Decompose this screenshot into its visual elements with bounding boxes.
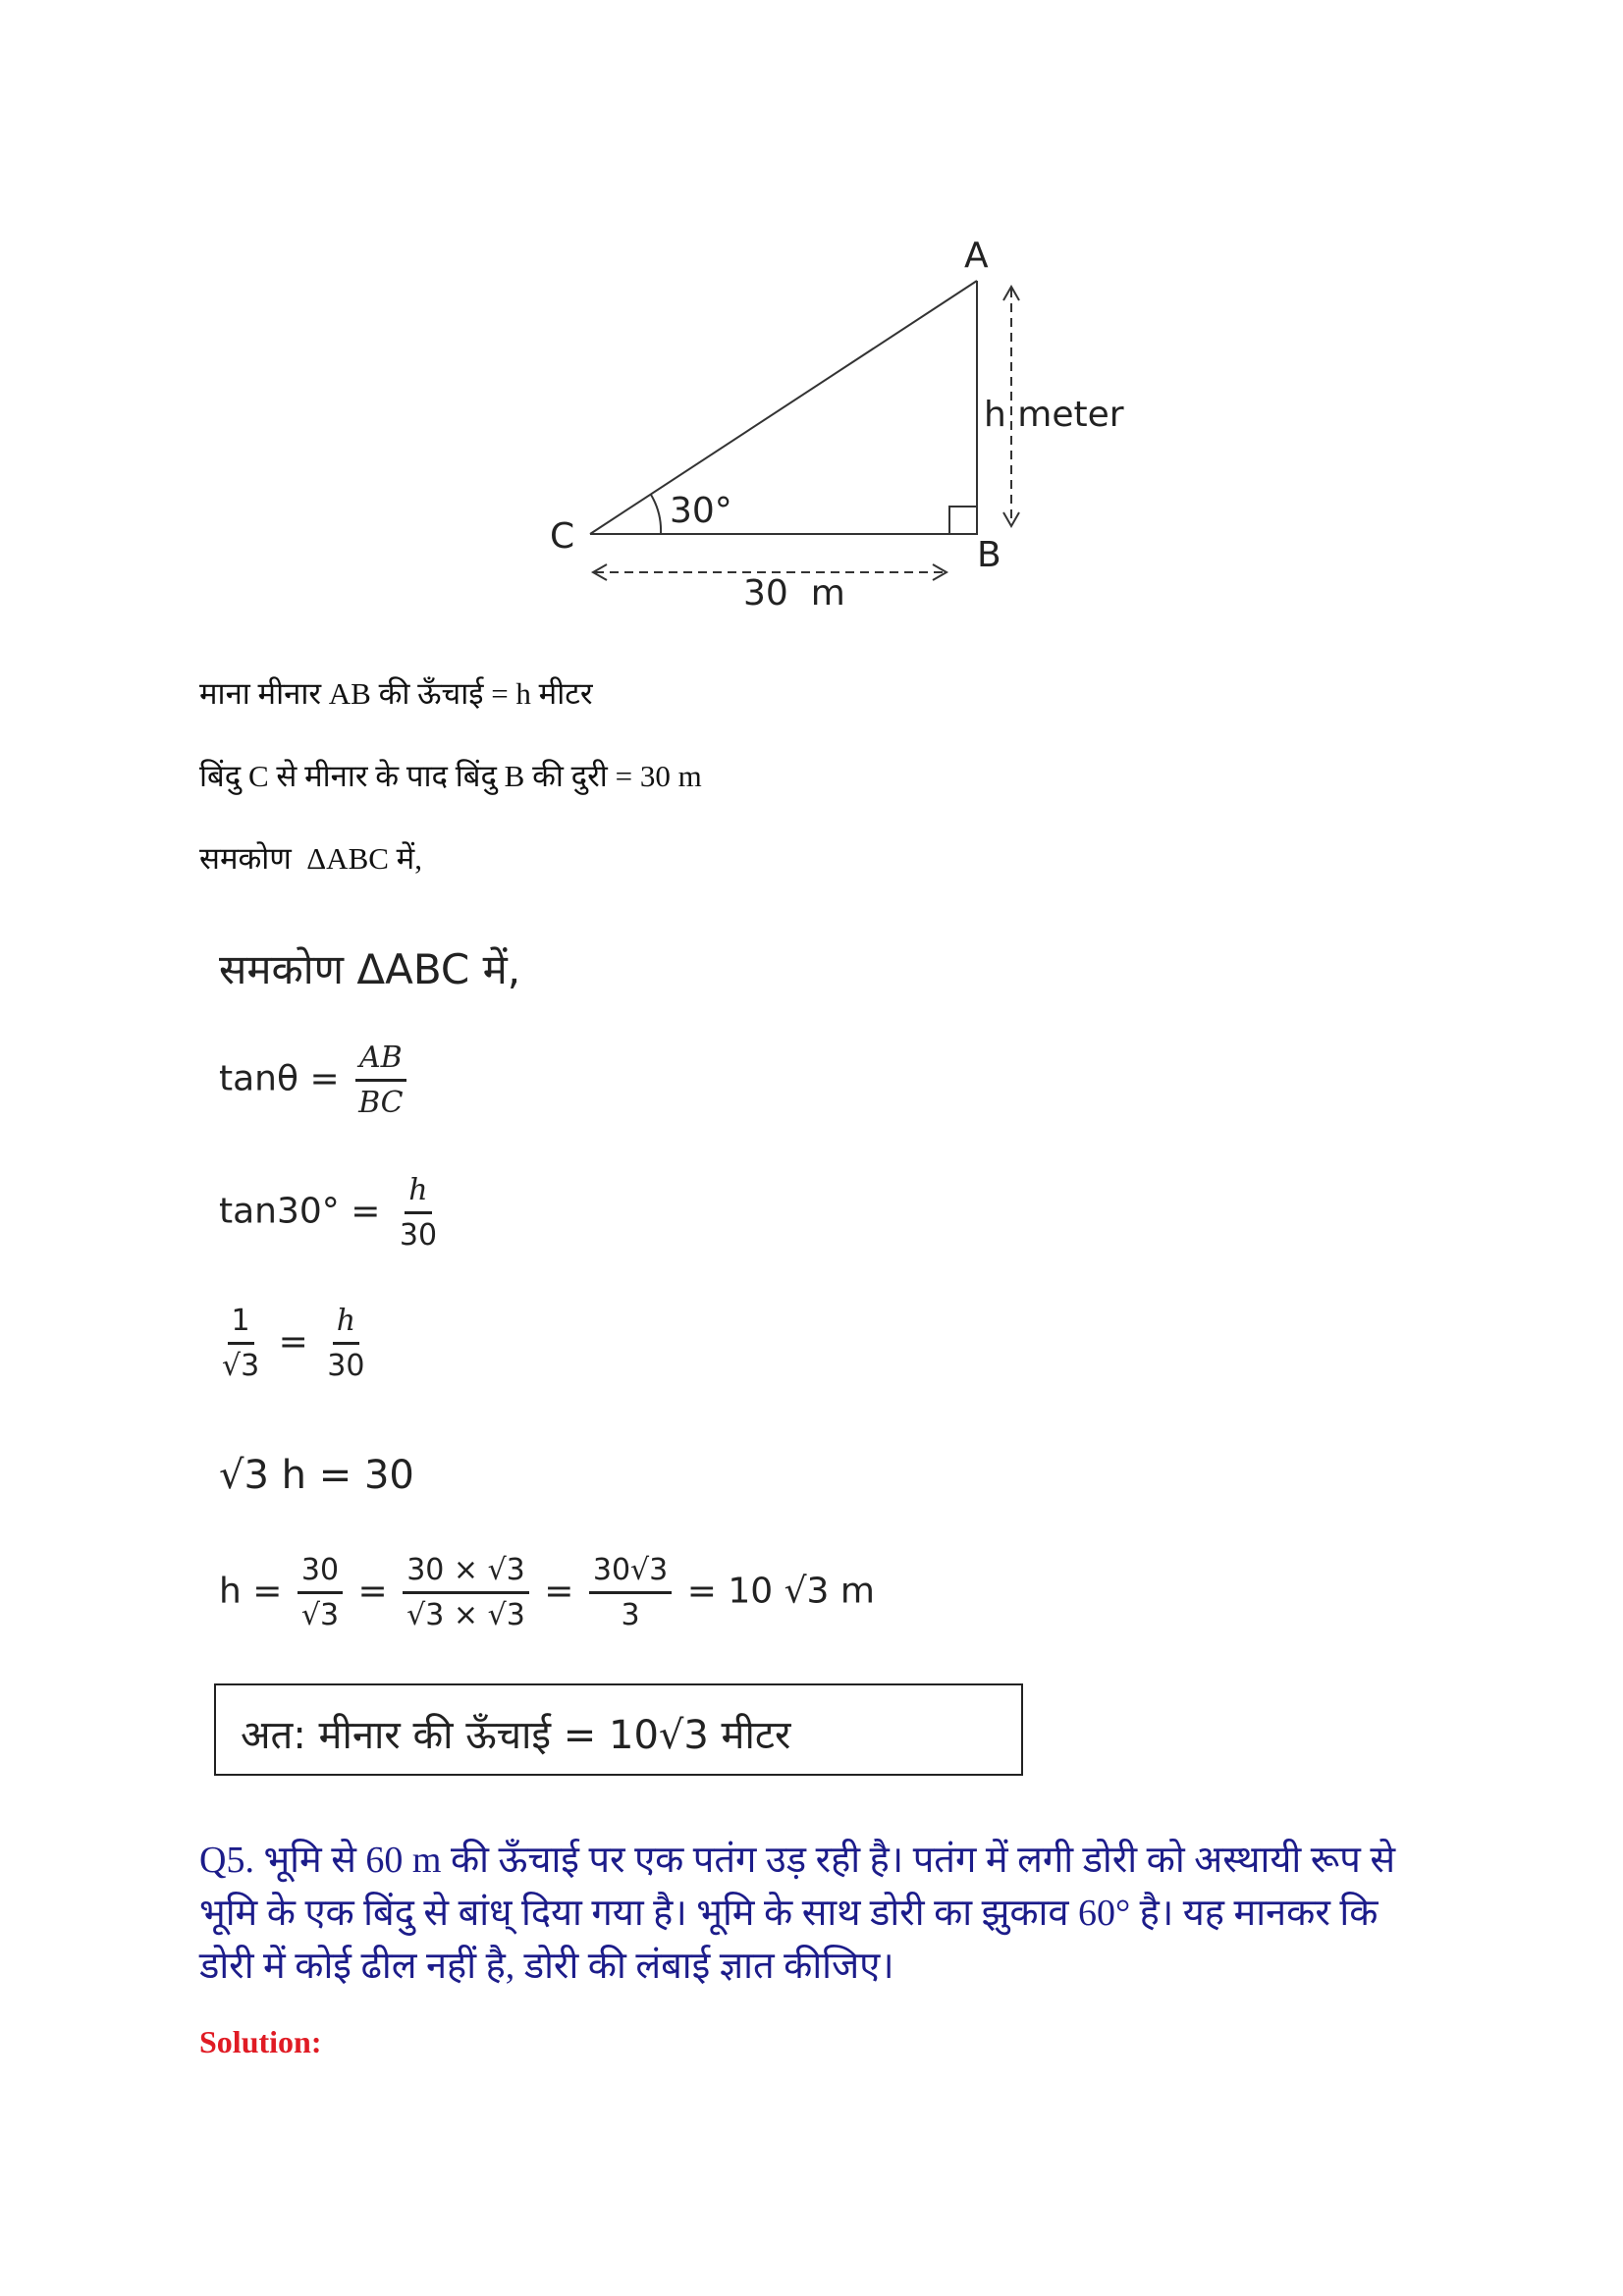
angle-label: 30° bbox=[670, 491, 732, 531]
angle-arc bbox=[651, 495, 661, 534]
hypotenuse-ca bbox=[590, 281, 977, 534]
equation-ratio: $\frac{1}{√3}$ = $\frac{h}{30}$ bbox=[222, 1304, 365, 1383]
question-q5: Q5. भूमि से 60 m की ऊँचाई पर एक पतंग उड़ रही है। पतंग में लगी डोरी को अस्थायी रूप से भूमि के एक बिंदु से बांध् दिया गया है। भूमि के साथ डोरी का झुकाव 60° है। यह मानकर कि डोरी में कोई ढील नहीं है, डोरी की लंबाई ज्ञात कीजिए। bbox=[199, 1840, 1396, 1987]
equation-tan30: tan30° = $\frac{h}{30}$ bbox=[219, 1173, 438, 1253]
equation-h-solution: h = $\frac{30}{√3}$ = $\frac{30 \times √3}{√3 \times √3}$ = $\frac{30√3}{3}$ = 10 √3 m bbox=[219, 1553, 875, 1632]
vertex-b-label: B bbox=[977, 535, 1001, 575]
triangle-statement: समकोण ΔABC में, bbox=[199, 841, 422, 876]
math-heading: समकोण ΔABC में, bbox=[219, 945, 521, 993]
given-distance: बिंदु C से मीनार के पाद बिंदु B की दुरी = 30 m bbox=[199, 759, 702, 793]
base-label: 30 m bbox=[743, 573, 845, 614]
solution-label: Solution: bbox=[199, 2024, 322, 2059]
right-angle-marker bbox=[949, 507, 977, 534]
given-height: माना मीनार AB की ऊँचाई = h मीटर bbox=[199, 676, 593, 711]
equation-tan-theta: tanθ = $\frac{AB}{BC}$ bbox=[219, 1041, 411, 1120]
equation-root3h: √3 h = 30 bbox=[219, 1453, 414, 1498]
vertex-a-label: A bbox=[964, 236, 989, 276]
height-label: h meter bbox=[984, 395, 1124, 435]
vertex-c-label: C bbox=[550, 516, 575, 557]
answer-text: अत: मीनार की ऊँचाई = 10√3 मीटर bbox=[241, 1713, 791, 1758]
